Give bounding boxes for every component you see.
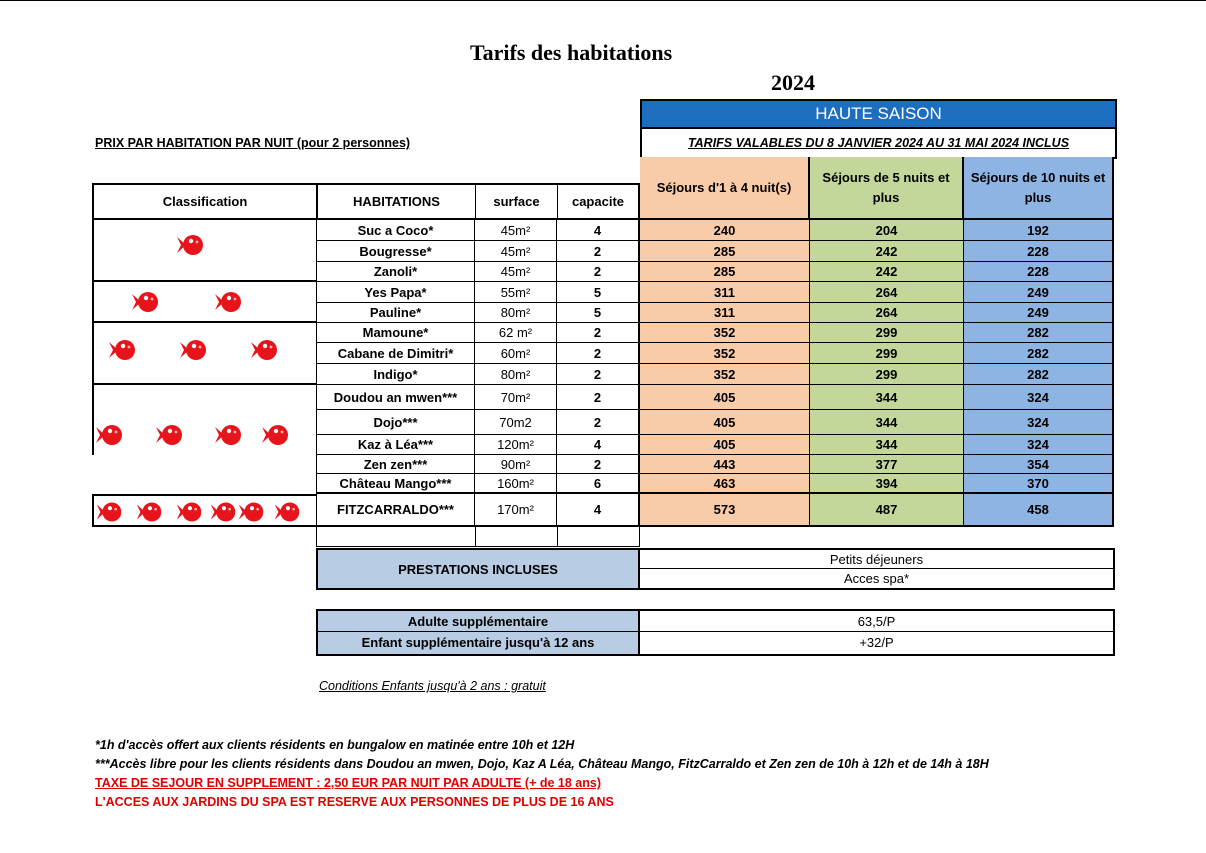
header-stay-5: Séjours de 5 nuits et plus xyxy=(810,157,964,220)
red-fish-icon xyxy=(262,424,288,446)
red-fish-icon xyxy=(251,339,277,361)
row-2-surface: 45m² xyxy=(475,241,557,262)
service-item-spa xyxy=(640,569,1115,590)
season-banner: HAUTE SAISON xyxy=(640,99,1117,127)
row-10-p1: 405 xyxy=(640,410,810,435)
header-stay-1-4: Séjours d'1 à 4 nuit(s) xyxy=(640,157,810,220)
row-11-capacity: 4 xyxy=(557,435,640,455)
row-2-p1: 285 xyxy=(640,241,810,262)
row-2-name: Bougresse* xyxy=(316,241,475,262)
classification-block-5 xyxy=(92,494,316,527)
row-1-name: Suc a Coco* xyxy=(316,220,475,241)
row-13-surface: 160m² xyxy=(475,474,557,494)
row-11-surface: 120m² xyxy=(475,435,557,455)
header-classification: Classification xyxy=(94,185,318,218)
row-5-p1: 311 xyxy=(640,303,810,323)
red-fish-icon xyxy=(177,502,202,523)
row-6-surface: 62 m² xyxy=(475,323,557,343)
red-fish-icon xyxy=(137,502,162,523)
header-surface: surface xyxy=(476,185,558,218)
row-14-capacity: 4 xyxy=(557,494,640,527)
services-label-text: PRESTATIONS INCLUSES xyxy=(398,561,558,577)
row-11-p2: 344 xyxy=(810,435,964,455)
row-1-capacity: 4 xyxy=(557,220,640,241)
classification-block-1 xyxy=(92,220,316,282)
row-7-p1: 352 xyxy=(640,343,810,364)
warning-spa-age: L'ACCES AUX JARDINS DU SPA EST RESERVE AUX PERSONNES DE PLUS DE 16 ANS xyxy=(95,795,614,809)
price-caption: PRIX PAR HABITATION PAR NUIT (pour 2 personnes) xyxy=(95,136,411,150)
classification-block-2 xyxy=(92,282,316,323)
red-fish-icon xyxy=(211,502,236,523)
row-13-name: Château Mango*** xyxy=(316,474,475,494)
row-5-p2: 264 xyxy=(810,303,964,323)
row-8-p3: 282 xyxy=(964,364,1114,385)
row-14-p3: 458 xyxy=(964,494,1114,527)
red-fish-icon xyxy=(132,291,158,313)
classification-block-4 xyxy=(92,385,316,495)
row-10-name: Dojo*** xyxy=(316,410,475,435)
row-9-capacity: 2 xyxy=(557,385,640,410)
warning-tax: TAXE DE SEJOUR EN SUPPLEMENT : 2,50 EUR PAR NUIT PAR ADULTE (+ de 18 ans) xyxy=(95,776,601,790)
row-8-surface: 80m² xyxy=(475,364,557,385)
note-2: ***Accès libre pour les clients résidents dans Doudou an mwen, Dojo, Kaz A Léa, Château Mango, FitzCarraldo et Zen zen de 10h à 12h et de 14h à 18H xyxy=(95,757,989,771)
extra-adult-label: Adulte supplémentaire xyxy=(318,611,640,632)
row-3-surface: 45m² xyxy=(475,262,557,282)
row-5-surface: 80m² xyxy=(475,303,557,323)
row-9-p2: 344 xyxy=(810,385,964,410)
service-item-text: Acces spa* xyxy=(843,571,910,586)
row-6-p1: 352 xyxy=(640,323,810,343)
row-4-p3: 249 xyxy=(964,282,1114,303)
row-7-p2: 299 xyxy=(810,343,964,364)
row-6-name: Mamoune* xyxy=(316,323,475,343)
row-11-name: Kaz à Léa*** xyxy=(316,435,475,455)
row-6-capacity: 2 xyxy=(557,323,640,343)
header-row xyxy=(92,157,1114,220)
classification-block-3 xyxy=(92,323,316,385)
row-12-surface: 90m² xyxy=(475,455,557,474)
row-9-p1: 405 xyxy=(640,385,810,410)
row-2-p2: 242 xyxy=(810,241,964,262)
red-fish-icon xyxy=(109,339,135,361)
row-3-name: Zanoli* xyxy=(316,262,475,282)
row-3-p1: 285 xyxy=(640,262,810,282)
row-7-p3: 282 xyxy=(964,343,1114,364)
red-fish-icon xyxy=(215,424,241,446)
red-fish-icon xyxy=(239,502,264,523)
row-5-capacity: 5 xyxy=(557,303,640,323)
row-3-p2: 242 xyxy=(810,262,964,282)
validity-banner: TARIFS VALABLES DU 8 JANVIER 2024 AU 31 MAI 2024 INCLUS xyxy=(640,127,1117,159)
row-9-surface: 70m² xyxy=(475,385,557,410)
spacer-row xyxy=(316,527,640,547)
year-heading: 2024 xyxy=(771,70,815,95)
extra-child-label: Enfant supplémentaire jusqu'à 12 ans xyxy=(318,632,640,654)
service-item-text: Petits déjeuners xyxy=(829,552,924,567)
row-10-surface: 70m2 xyxy=(475,410,557,435)
row-4-surface: 55m² xyxy=(475,282,557,303)
row-10-p3: 324 xyxy=(964,410,1114,435)
children-conditions: Conditions Enfants jusqu'à 2 ans : gratuit xyxy=(319,679,546,693)
row-1-p2: 204 xyxy=(810,220,964,241)
row-12-capacity: 2 xyxy=(557,455,640,474)
row-2-p3: 228 xyxy=(964,241,1114,262)
row-7-capacity: 2 xyxy=(557,343,640,364)
top-border-line xyxy=(0,0,1206,1)
row-12-name: Zen zen*** xyxy=(316,455,475,474)
row-3-capacity: 2 xyxy=(557,262,640,282)
row-9-p3: 324 xyxy=(964,385,1114,410)
row-8-capacity: 2 xyxy=(557,364,640,385)
row-1-p3: 192 xyxy=(964,220,1114,241)
red-fish-icon xyxy=(215,291,241,313)
service-item-breakfast xyxy=(640,548,1115,569)
header-habitations: HABITATIONS xyxy=(318,185,476,218)
row-8-p1: 352 xyxy=(640,364,810,385)
page-title: Tarifs des habitations xyxy=(470,40,673,65)
row-14-p2: 487 xyxy=(810,494,964,527)
extra-adult-value: 63,5/P xyxy=(640,611,1113,632)
red-fish-icon xyxy=(96,424,122,446)
row-3-p3: 228 xyxy=(964,262,1114,282)
extras-table xyxy=(316,609,1115,656)
header-capacite: capacite xyxy=(558,185,640,218)
red-fish-icon xyxy=(177,234,203,256)
row-4-name: Yes Papa* xyxy=(316,282,475,303)
extra-child-value: +32/P xyxy=(859,635,894,650)
row-14-p1: 573 xyxy=(640,494,810,527)
row-13-capacity: 6 xyxy=(557,474,640,494)
row-14-name: FITZCARRALDO*** xyxy=(316,494,475,527)
row-4-p2: 264 xyxy=(810,282,964,303)
row-8-p2: 299 xyxy=(810,364,964,385)
row-1-surface: 45m² xyxy=(475,220,557,241)
row-5-name: Pauline* xyxy=(316,303,475,323)
row-13-p2: 394 xyxy=(810,474,964,494)
header-stay-10: Séjours de 10 nuits et plus xyxy=(964,157,1114,220)
row-7-surface: 60m² xyxy=(475,343,557,364)
row-5-p3: 249 xyxy=(964,303,1114,323)
row-6-p2: 299 xyxy=(810,323,964,343)
note-1: *1h d'accès offert aux clients résidents en bungalow en matinée entre 10h et 12H xyxy=(95,738,575,752)
row-9-name: Doudou an mwen*** xyxy=(316,385,475,410)
row-10-capacity: 2 xyxy=(557,410,640,435)
row-10-p2: 344 xyxy=(810,410,964,435)
row-13-p3: 370 xyxy=(964,474,1114,494)
row-4-p1: 311 xyxy=(640,282,810,303)
red-fish-icon xyxy=(180,339,206,361)
row-2-capacity: 2 xyxy=(557,241,640,262)
row-12-p1: 443 xyxy=(640,455,810,474)
row-7-name: Cabane de Dimitri* xyxy=(316,343,475,364)
red-fish-icon xyxy=(156,424,182,446)
row-1-p1: 240 xyxy=(640,220,810,241)
services-label xyxy=(316,548,640,590)
row-13-p1: 463 xyxy=(640,474,810,494)
red-fish-icon xyxy=(97,502,122,523)
row-11-p1: 405 xyxy=(640,435,810,455)
row-6-p3: 282 xyxy=(964,323,1114,343)
row-12-p2: 377 xyxy=(810,455,964,474)
row-12-p3: 354 xyxy=(964,455,1114,474)
row-4-capacity: 5 xyxy=(557,282,640,303)
red-fish-icon xyxy=(275,502,300,523)
row-14-surface: 170m² xyxy=(475,494,557,527)
row-8-name: Indigo* xyxy=(316,364,475,385)
row-11-p3: 324 xyxy=(964,435,1114,455)
